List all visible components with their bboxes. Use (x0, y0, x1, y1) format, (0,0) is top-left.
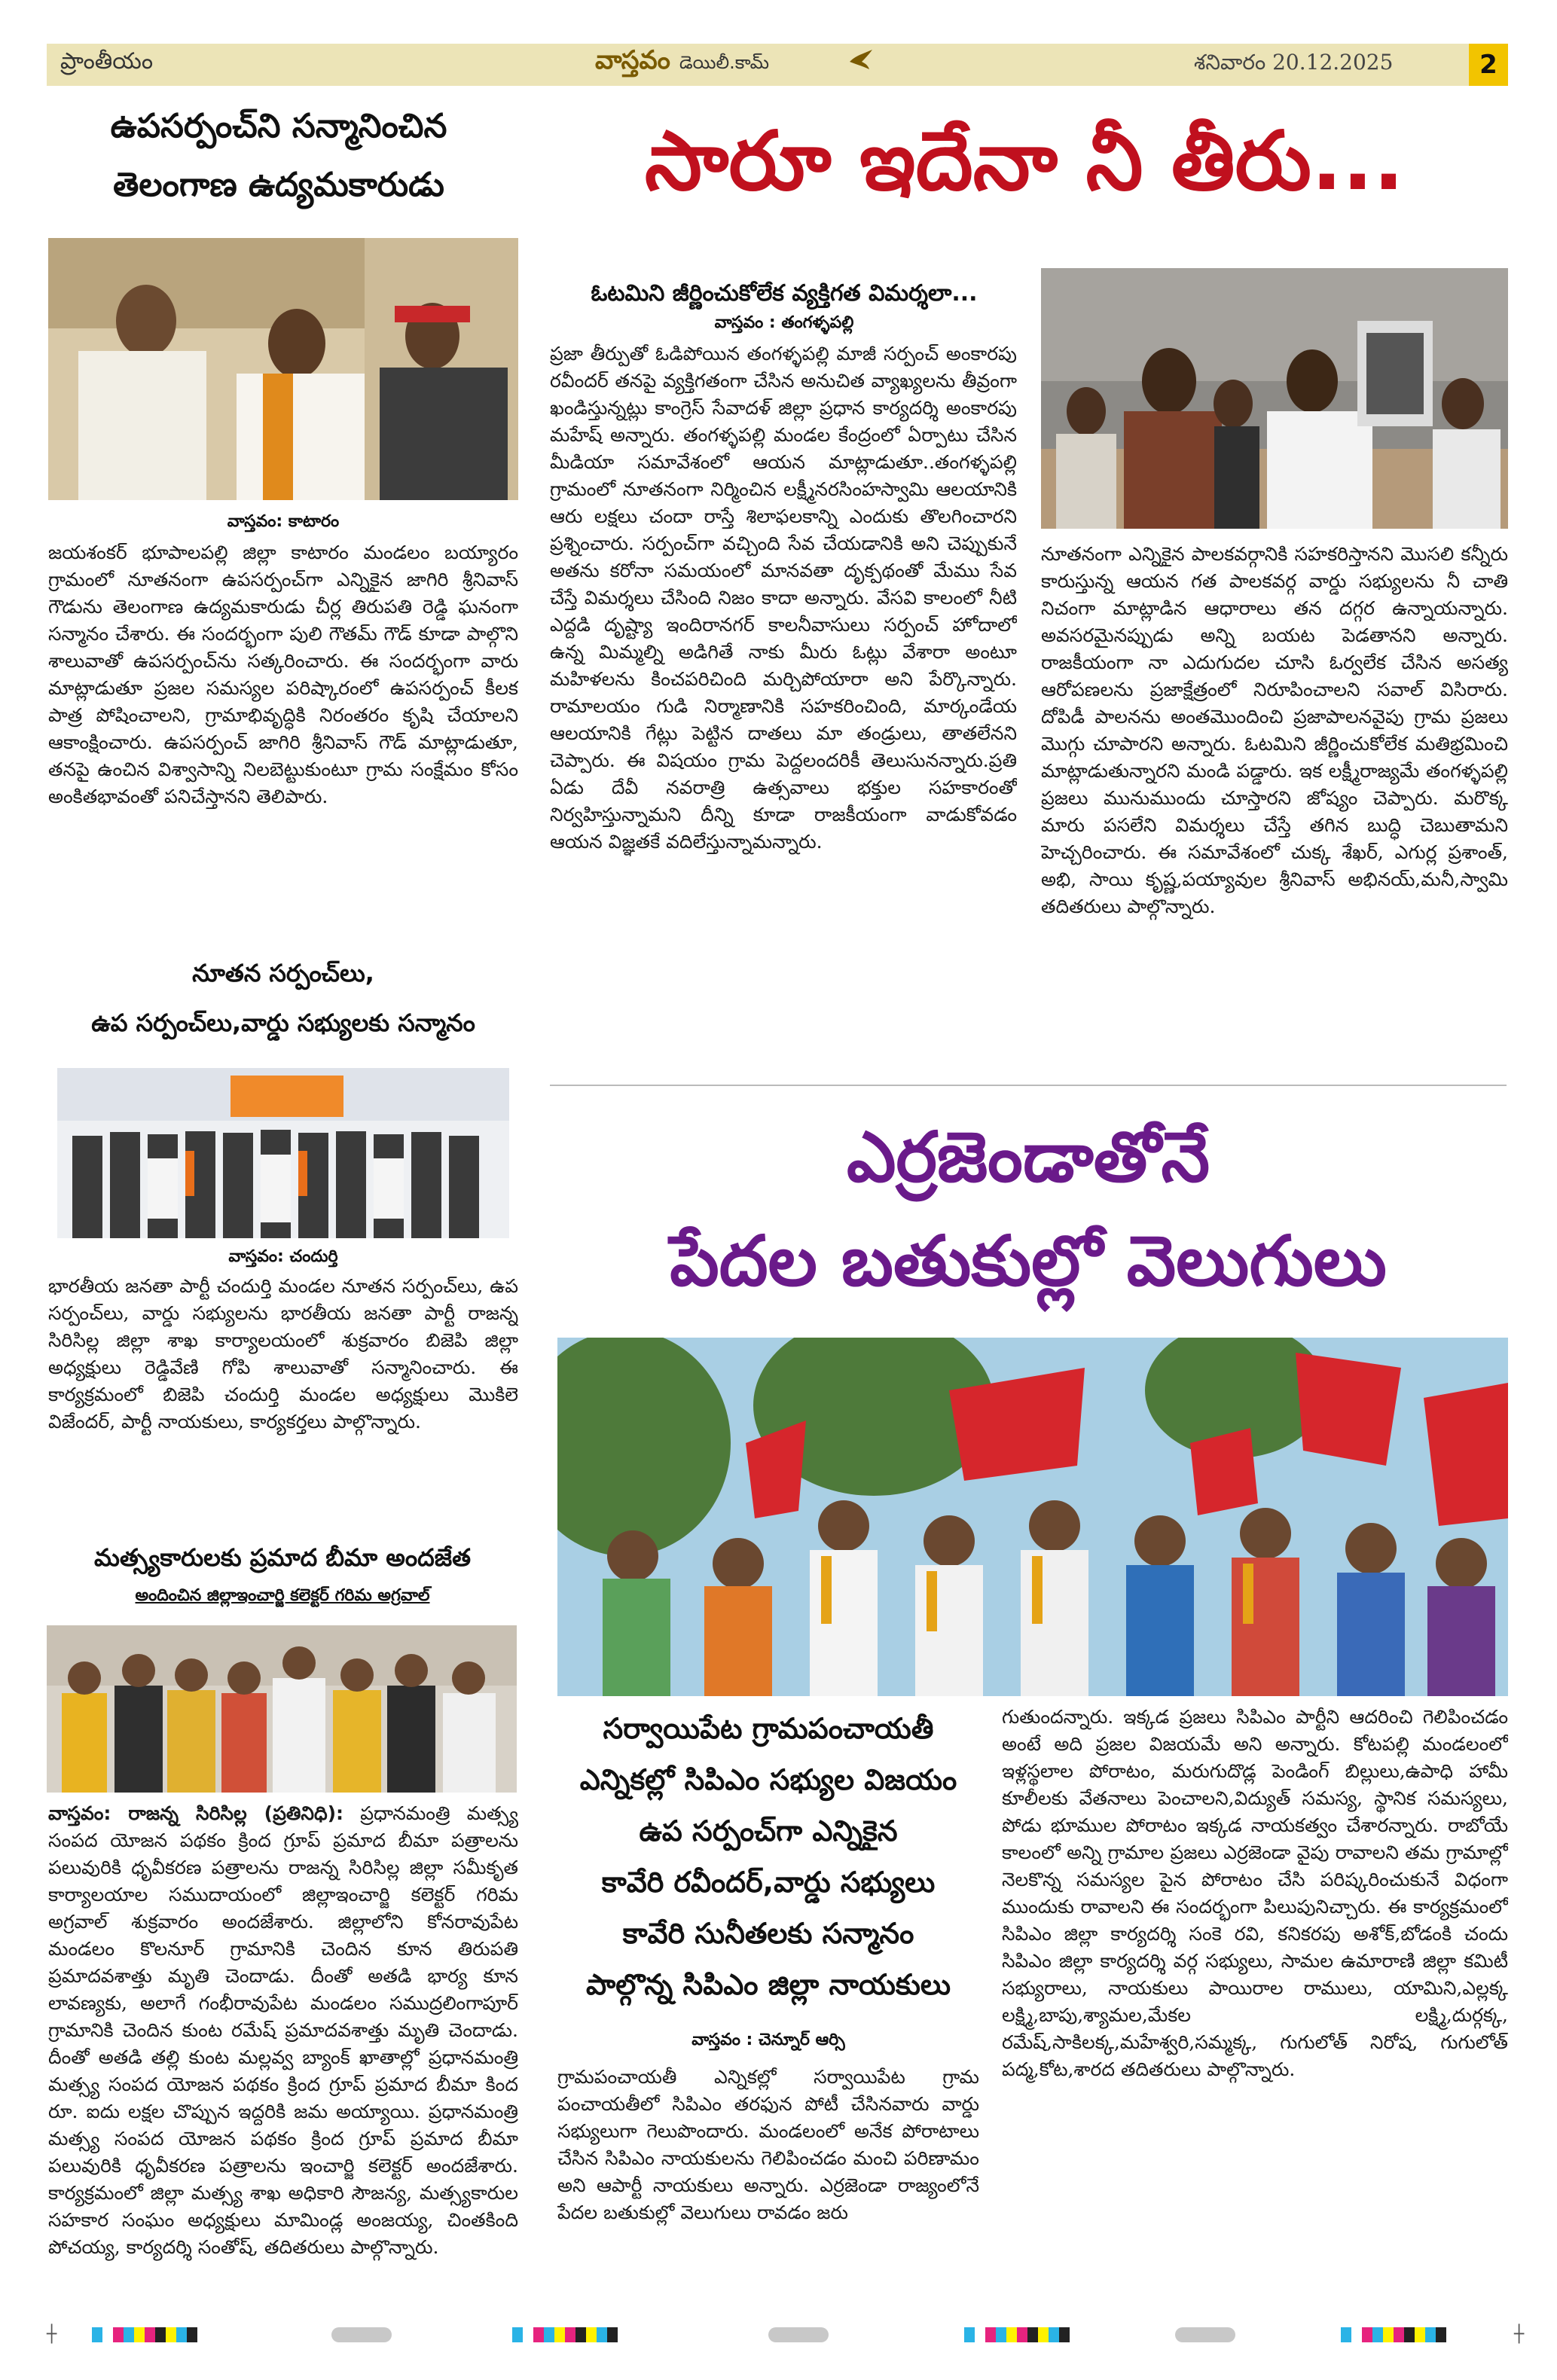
story1-headline-line2: తెలంగాణ ఉద్యమకారుడు (113, 166, 444, 204)
story1-dateline: వాస్తవం: కాటారం (227, 512, 340, 531)
story5-headline-line2: పేదల బతుకుల్లో వెలుగులు (670, 1221, 1387, 1301)
story3-body-text: ప్రధానమంత్రి మత్స్య సంపద యోజన పథకం క్రింద గ్రూప్ ప్రమాద బీమా పత్రాలను పలువురికి ధృవీకరణ పత్రాలను రాజన్న సిరిసిల్ల జిల్లా సమీకృత కార్యాలయాల సముదాయంలో జిల్లాఇంచార్జి కలెక్టర్ గరిమ అగ్రవాల్ శుక్రవారం అందజేశారు. జిల్లాలోని కోనరావుపేట మండలం కొలనూర్ గ్రామానికి చెందిన కూన తిరుపతి ప్రమాదవశాత్తు మృతి చెందాడు. దీంతో అతడి భార్య కూన లావణ్యకు, అలాగే గంభీరావుపేట మండలం సముద్రలింగాపూర్ గ్రామానికి చెందిన కుంట రమేష్ ప్రమాదవశాత్తు మృతి చెందాడు. దీంతో అతడి తల్లి కుంట మల్లవ్వ బ్యాంక్ ఖాతాల్లో ప్రధానమంత్రి మత్స్య సంపద యోజన పథకం క్రింద గ్రూప్ ప్రమాద బీమా కింద రూ. ఐదు లక్షల చొప్పున ఇద్దరికి జమ అయ్యాయి. ప్రధానమంత్రి మత్స్య సంపద యోజన పథకం క్రింద గ్రూప్ ప్రమాద బీమా పలువురికి ధృవీకరణ పత్రాలను ఇంచార్జి కలెక్టర్ అందజేశారు. కార్యక్రమంలో జిల్లా మత్స్య శాఖ అధికారి సౌజన్య, మత్స్యకారుల సహకార సంఘం అధ్యక్షులు మామిండ్ల అంజయ్య, చింతకింది పోచయ్య, కార్యదర్శి సంతోష్, తదితరులు పాల్గొన్నారు. (48, 1802, 518, 2258)
story4-photo (1041, 268, 1508, 529)
story5-dateline: వాస్తవం : చెన్నూర్ ఆర్సి (691, 2031, 845, 2049)
story5-subhead-line6: పాల్గొన్న సిపిఎం జిల్లా నాయకులు (586, 1968, 951, 2001)
story4-body-right: నూతనంగా ఎన్నికైన పాలకవర్గానికి సహకరిస్తానని మొసలి కన్నీరు కారుస్తున్న ఆయన గత పాలకవర్గ వార్డు సభ్యులను నీ చాతి నిచంగా మాట్లాడిన ఆధారాలు తన దగ్గర ఉన్నాయన్నారు. అవసరమైనప్పుడు అన్ని బయట పెడతానని అన్నారు. రాజకీయంగా నా ఎదుగుదల చూసి ఓర్వలేక చేసిన అసత్య ఆరోపణలను ప్రజాక్షేత్రంలో నిరూపించాలని సవాల్ విసిరారు. దోపిడీ పాలనను అంతమొందించి ప్రజాపాలనవైపు గ్రామ ప్రజలు మొగ్గు చూపారని అన్నారు. ఓటమిని జీర్ణించుకోలేక మతిభ్రమించి మాట్లాడుతున్నారని మండి పడ్డారు. ఇక లక్ష్మీరాజ్యమే తంగళ్ళపల్లి ప్రజలు మునుముందు చూస్తారని జోష్యం చెప్పారు. మరొక్క మారు పసలేని విమర్శలు చేస్తే తగిన బుద్ధి చెబుతామని హెచ్చరించారు. ఈ సమావేశంలో చుక్క శేఖర్, ఎగుర్ల ప్రశాంత్, అభి, సాయి కృష్ణ,పయ్యావుల శ్రీనివాస్ అభినయ్,మనీ,స్వామి తదితరులు పాల్గొన్నారు. (1041, 543, 1508, 917)
story1-headline-line1: ఉపసర్పంచ్‌ని సన్మానించిన (110, 107, 447, 145)
story4-dateline: వాస్తవం : తంగళ్ళపల్లి (714, 313, 854, 332)
dove-logo-icon (847, 45, 877, 75)
story5-headline-line1: ఎర్రజెండాతోనే (846, 1117, 1210, 1198)
story5-subhead-line1: సర్వాయిపేట గ్రామపంచాయతీ (603, 1712, 934, 1745)
story2-dateline: వాస్తవం: చందుర్తి (228, 1247, 338, 1266)
story2-headline (48, 957, 518, 1039)
story4-headline: సారూ ఇదేనా నీ తీరు... (645, 114, 1404, 209)
color-registration-strip (512, 2327, 618, 2342)
story1-photo (48, 238, 518, 500)
story2-headline-line2: ఉప సర్పంచ్‌లు,వార్డు సభ్యులకు సన్మానం (91, 1008, 475, 1037)
story3-body (48, 1800, 518, 2282)
color-registration-strip (92, 2327, 197, 2342)
brand-name: వాస్తవం (595, 45, 670, 75)
story5-subhead-line2: ఎన్నికల్లో సిపిఎం సభ్యుల విజయం (579, 1763, 957, 1796)
color-registration-strip (1341, 2327, 1446, 2342)
story5-body-left: గ్రామపంచాయతీ ఎన్నికల్లో సర్వాయిపేట గ్రామ పంచాయతీలో సిపిఎం తరఫున పోటీ చేసినవారు వార్డు సభ్యులుగా గెలుపొందారు. మండలంలో అనేక పోరాటాలు చేసిన సిపిఎం నాయకులను గెలిపించడం మంచి పరిణామం అని ఆపార్టీ నాయకులు అన్నారు. ఎర్రజెండా రాజ్యంలోనే పేదల బతుకుల్లో వెలుగులు రావడం జరు (557, 2066, 979, 2223)
story3-subhead: అందించిన జిల్లాఇంచార్జి కలెక్టర్ గరిమ అగ్రవాల్ (135, 1586, 430, 1605)
story2-photo (57, 1068, 509, 1238)
story2-headline-line1: నూతన సర్పంచ్‌లు, (192, 959, 374, 987)
issue-date: శనివారం 20.12.2025 (1194, 50, 1394, 75)
story4-subhead: ఓటమిని జీర్ణించుకోలేక వ్యక్తిగత విమర్శలా... (591, 280, 978, 307)
story3-dateline: వాస్తవం: రాజన్న సిరిసిల్ల (ప్రతినిధి): (48, 1802, 344, 1824)
newspaper-brand (595, 45, 769, 81)
color-registration-strip (964, 2327, 1070, 2342)
brand-suffix: డెయిలీ.కామ్ (679, 52, 770, 73)
section-label: ప్రాంతీయం (60, 48, 154, 75)
page-number: 2 (1469, 44, 1508, 86)
story5-subhead-line5: కావేరి సునీతలకు సన్మానం (622, 1917, 914, 1950)
section-divider (550, 1085, 1507, 1086)
story5-subhead-line3: ఉప సర్పంచ్‌గా ఎన్నికైన (639, 1814, 898, 1848)
story5-subhead-line4: కావేరి రవీందర్,వార్డు సభ్యులు (601, 1866, 936, 1899)
story1-headline (45, 104, 512, 208)
registration-pill (768, 2327, 829, 2342)
crop-mark-icon: ┼ (1514, 2325, 1525, 2344)
story4-body-left: ప్రజా తీర్పుతో ఓడిపోయిన తంగళ్ళపల్లి మాజీ సర్పంచ్ అంకారపు రవీందర్ తనపై వ్యక్తిగతంగా చేసిన అనుచిత వ్యాఖ్యలను తీవ్రంగా ఖండిస్తున్నట్లు కాంగ్రెస్ సేవాదళ్ జిల్లా ప్రధాన కార్యదర్శి అంకారపు మహేష్ అన్నారు. తంగళ్ళపల్లి మండల కేంద్రంలో ఏర్పాటు చేసిన మీడియా సమావేశంలో ఆయన మాట్లాడుతూ..తంగళ్ళపల్లి గ్రామంలో నూతనంగా నిర్మించిన లక్ష్మీనరసింహస్వామి ఆలయానికి ఆరు లక్షలు చందా రాస్తే శిలాఫలకాన్ని ఎందుకు తొలగించారని ప్రశ్నించారు. సర్పంచ్‌గా వచ్చింది సేవ చేయడానికి అని చెప్పుకునే అతను కరోనా సమయంలో మానవతా దృక్పథంతో మేము సేవ చేస్తే విమర్శలు చేసింది నిజం కాదా అన్నారు. వేసవి కాలంలో నీటి ఎద్దడి దృష్ట్యా ఇందిరానగర్ కాలనీవాసులు సర్పంచ్ హోదాలో ఉన్న మిమ్మల్ని అడిగితే నాకు మీరు ఓట్లు వేశారా అంటూ మహిళలను కించపరిచింది మర్చిపోయారా అని పేర్కొన్నారు. రామాలయం గుడి నిర్మాణానికి సహకరించింది, మార్కండేయ ఆలయానికి గేట్లు పెట్టిన దాతలు మా తండ్రులు, తాతలేనని చెప్పారు. ఈ విషయం గ్రామ పెద్దలందరికీ తెలుసునన్నారు.ప్రతి ఏడు దేవీ నవరాత్రి ఉత్సవాలు భక్తుల సహకారంతో నిర్వహిస్తున్నామని దీన్ని కూడా రాజకీయంగా వాడుకోవడం ఆయన విజ్ఞతకే వదిలేస్తున్నామన్నారు. (550, 343, 1017, 853)
story5-photo (557, 1338, 1508, 1696)
story1-body: జయశంకర్ భూపాలపల్లి జిల్లా కాటారం మండలం బయ్యారం గ్రామంలో నూతనంగా ఉపసర్పంచ్‌గా ఎన్నికైన జాగిరి శ్రీనివాస్ గౌడును తెలంగాణ ఉద్యమకారుడు చీర్ల తిరుపతి రెడ్డి ఘనంగా సన్మానం చేశారు. ఈ సందర్భంగా పులి గౌతమ్ గౌడ్ కూడా పాల్గొని శాలువాతో ఉపసర్పంచ్‌ను సత్కరించారు. ఈ సందర్భంగా వారు మాట్లాడుతూ ప్రజల సమస్యల పరిష్కారంలో ఉపసర్పంచ్ కీలక పాత్ర పోషించాలని, గ్రామాభివృద్ధికి నిరంతరం కృషి చేయాలని ఆకాంక్షించారు. ఉపసర్పంచ్ జాగిరి శ్రీనివాస్ గౌడ్ మాట్లాడుతూ, తనపై ఉంచిన విశ్వాసాన్ని నిలబెట్టుకుంటూ గ్రామ సంక్షేమం కోసం అంకితభావంతో పనిచేస్తానని తెలిపారు. (48, 542, 518, 807)
story5-body-right: గుతుందన్నారు. ఇక్కడ ప్రజలు సిపిఎం పార్టీని ఆదరించి గెలిపించడం అంటే అది ప్రజల విజయమే అని అన్నారు. కోటపల్లి మండలంలో ఇళ్లస్థలాల పోరాటం, మరుగుదొడ్ల పెండింగ్ బిల్లులు,ఉపాధి హామీ కూలీలకు వేతనాలు పెంచాలని,విద్యుత్ సమస్య, స్థానిక సమస్యలు, పోడు భూముల పోరాటం ఇక్కడ నాయకత్వం చేశారన్నారు. రాబోయే కాలంలో అన్ని గ్రామాల ప్రజలు ఎర్రజెండా వైపు రావాలని తమ గ్రామాల్లో నెలకొన్న సమస్యల పైన పోరాటం చేసి పరిష్కరించుకునే విధంగా ముందుకు రావాలని ఈ సందర్భంగా పిలుపునిచ్చారు. ఈ కార్యక్రమంలో సిపిఎం జిల్లా కార్యదర్శి సంకె రవి, కనికరపు అశోక్,బోడంకి చందు సిపిఎం జిల్లా కార్యదర్శి వర్గ సభ్యులు, సామల ఉమారాణి జిల్లా కమిటీ సభ్యురాలు, నాయకులు పాయిరాల రాములు, యామిని,ఎల్లక్క లక్ష్మి,బాపు,శ్యామల,మేకల లక్ష్మి,దుర్గక్క, రమేష్,సాకిలక్క,మహేశ్వరి,సమ్మక్క, గుగులోత్ నిరోష, గుగులోత్ పద్మ,కోట,శారద తదితరులు పాల్గొన్నారు. (1002, 1706, 1508, 2080)
story2-body: భారతీయ జనతా పార్టీ చందుర్తి మండల నూతన సర్పంచ్‌లు, ఉప సర్పంచ్‌లు, వార్డు సభ్యులను భారతీయ జనతా పార్టీ రాజన్న సిరిసిల్ల జిల్లా శాఖ కార్యాలయంలో శుక్రవారం బిజెపి జిల్లా అధ్యక్షులు రెడ్డివేణి గోపి శాలువాతో సన్మానించారు. ఈ కార్యక్రమంలో బిజెపి చందుర్తి మండల అధ్యక్షులు మొకిలె విజేందర్, పార్టీ నాయకులు, కార్యకర్తలు పాల్గొన్నారు. (48, 1275, 518, 1433)
story5-headline (550, 1116, 1507, 1303)
crop-mark-icon: ┼ (47, 2325, 57, 2344)
registration-pill (1175, 2327, 1235, 2342)
story5-subhead (557, 1707, 979, 2006)
story3-headline: మత్స్యకారులకు ప్రమాద బీమా అందజేత (93, 1543, 472, 1572)
registration-pill (331, 2327, 392, 2342)
story3-photo (47, 1625, 517, 1793)
